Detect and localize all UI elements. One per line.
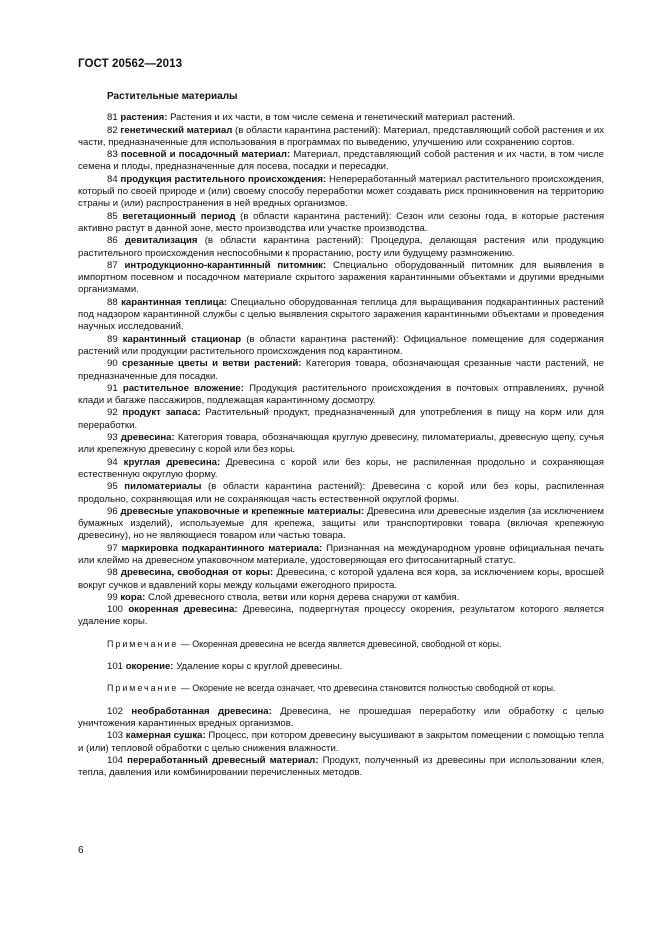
entry-number: 81 [107, 112, 118, 124]
term-entry-95 [78, 481, 604, 506]
entry-term: кора: [120, 591, 146, 603]
entry-number: 89 [107, 333, 118, 345]
term-entry-93 [78, 432, 604, 457]
term-entry-90 [78, 358, 604, 383]
entry-number: 103 [107, 730, 124, 742]
entry-term: древесина, свободная от коры: [120, 567, 274, 579]
entry-number: 85 [107, 210, 118, 222]
entry-text: Древесина или древесные изделия (за исключением бумажных изделий), используемые для крепежа, защиты или транспортировки товара (включая крепежную древесину), но не являющиеся товаром или частью товара. [78, 505, 604, 542]
term-entry-81 [78, 112, 604, 124]
entry-number: 92 [107, 407, 118, 419]
entry-text: (в области карантина растений): Древесина с корой или без коры, распиленная продольно, сохраняющая или не сохраняющая часть естественной округлой формы. [78, 481, 605, 505]
term-entry-101 [78, 661, 604, 673]
entry-term: карантинная теплица: [121, 296, 228, 308]
term-entry-89 [78, 334, 604, 359]
entry-number: 96 [107, 505, 118, 517]
note-dash: — [180, 683, 190, 694]
entry-text: Древесина с корой или без коры, не распиленная продольно и сохраняющая естественную округлую форму. [78, 456, 604, 480]
note-text: Окоренная древесина не всегда является древесиной, свободной от коры. [192, 638, 502, 649]
entry-term: круглая древесина: [123, 456, 221, 468]
entry-term: камерная сушка: [125, 730, 206, 742]
entry-term: продукция растительного происхождения: [120, 173, 327, 185]
note-2 [78, 682, 604, 694]
entry-text: Растительный продукт, предназначенный для употребления в пищу на корм или для переработки. [78, 407, 604, 431]
entries-list [78, 112, 604, 628]
term-entry-87 [78, 260, 604, 297]
entry-term: продукт запаса: [122, 407, 201, 419]
entry-term: растительное вложение: [122, 382, 244, 394]
entry-number: 97 [107, 542, 118, 554]
entries-list-tail [78, 706, 604, 780]
entry-text: Специально оборудованный питомник для выявления в импортном посевном и посадочном материале скрытого заражения карантинными объектами и другими вредными организмами. [78, 259, 605, 296]
term-entry-103 [78, 730, 604, 755]
note-1 [78, 638, 604, 650]
entry-term: посевной и посадочный материал: [120, 149, 291, 161]
section-title: Растительные материалы [107, 91, 238, 102]
term-entry-104 [78, 755, 604, 780]
page-number: 6 [78, 845, 84, 856]
entry-term: девитализация [124, 235, 198, 247]
entry-term: древесные упаковочные и крепежные материалы: [120, 505, 365, 517]
entry-text: (в области карантина растений): Материал, представляющий собой растения и их части, предназначенные для использования в программах по выведению, улучшению или сохранению сортов. [78, 124, 605, 148]
term-entry-96 [78, 506, 604, 543]
entry-number: 102 [107, 705, 124, 717]
entry-number: 86 [107, 235, 118, 247]
document-code: ГОСТ 20562—2013 [78, 58, 183, 70]
term-entry-84 [78, 174, 604, 211]
entry-text: Признанная на международном уровне официальная печать или клеймо на древесном упаковочном материале, удостоверяющая его фитосанитарный статус. [78, 542, 604, 566]
term-entry-94 [78, 457, 604, 482]
document-body [78, 91, 604, 779]
term-entry-98 [78, 567, 604, 592]
entry-number: 94 [107, 456, 118, 468]
entry-term: вегетационный период [122, 210, 236, 222]
entry-text: Специально оборудованная теплица для выращивания подкарантинных растений под надзором карантинной службы с целью выявления скрытого заражения карантинными объектами и проведения научных исследований. [78, 296, 605, 333]
term-entry-91 [78, 383, 604, 408]
entry-text: Древесина, не прошедшая переработку или обработку с целью уничтожения карантинных вредных организмов. [78, 705, 604, 729]
entry-number: 84 [107, 173, 118, 185]
entry-term: интродукционно-карантинный питомник: [124, 259, 327, 271]
entry-number: 98 [107, 567, 118, 579]
entry-term: растения: [120, 112, 168, 124]
entry-text: Слой древесного ствола, ветви или корня дерева снаружи от камбия. [147, 591, 460, 603]
entry-term: пиломатериалы [124, 481, 202, 493]
entry-term: срезанные цветы и ветви растений: [122, 358, 302, 370]
entry-term: необработанная древесина: [131, 705, 272, 717]
entry-text: Непереработанный материал растительного происхождения, который по своей природе и (или) своему способу переработки может создавать риск проникновения на территорию страны и (или) распространения в ней вредных организмов. [78, 173, 604, 210]
entry-number: 104 [107, 754, 124, 766]
entry-term: генетический материал [120, 124, 233, 136]
note-label: Примечание [107, 638, 179, 649]
entry-text: Удаление коры с круглой древесины. [176, 661, 343, 673]
entry-text: Категория товара, обозначающая круглую древесину, пиломатериалы, древесную щепу, сучья или крепежную древесину с корой или без коры. [78, 432, 604, 456]
entry-number: 93 [107, 432, 118, 444]
entry-term: маркировка подкарантинного материала: [121, 542, 323, 554]
entry-term: переработанный древесный материал: [127, 754, 319, 766]
term-entry-99 [78, 592, 604, 604]
term-entry-100 [78, 604, 604, 629]
entry-text: Древесина, подвергнутая процессу окорения, результатом которого является удаление коры. [78, 604, 604, 628]
entry-term: окоренная древесина: [128, 604, 238, 616]
entry-number: 95 [107, 481, 118, 493]
entry-text: (в области карантина растений): Процедура, делающая растения или продукцию растительного происхождения неспособными к прорастанию, росту или будущему размножению. [78, 235, 604, 259]
entry-term: карантинный стационар [122, 333, 242, 345]
note-label: Примечание [107, 683, 179, 694]
entry-text: (в области карантина растений): Официальное помещение для содержания растений или продукции растительного происхождения под карантином. [78, 333, 604, 357]
entry-text: Растения и их части, в том числе семена и генетический материал растений. [170, 112, 516, 124]
term-entry-86 [78, 235, 604, 260]
entry-text: (в области карантина растений): Сезон или сезоны года, в которые растения активно растут в данной зоне, место производства или участке производства. [78, 210, 605, 234]
term-entry-88 [78, 297, 604, 334]
note-text: Окорение не всегда означает, что древесина становится полностью свободной от коры. [192, 683, 556, 694]
term-entry-92 [78, 407, 604, 432]
term-entry-83 [78, 149, 604, 174]
entry-text: Древесина, с которой удалена вся кора, за исключением коры, вросшей вокруг сучков и вдавлений коры между кольцами ежегодного прироста. [78, 567, 605, 591]
entry-number: 100 [107, 604, 124, 616]
entry-number: 82 [107, 124, 118, 136]
entry-number: 99 [107, 591, 118, 603]
entry-number: 83 [107, 149, 118, 161]
entry-number: 90 [107, 358, 118, 370]
entry-text: Категория товара, обозначающая срезанные части растений, не предназначенные для посадки. [78, 358, 604, 382]
entry-text: Продукция растительного происхождения в почтовых отправлениях, ручной клади и багаже пассажиров, подлежащая карантинному досмотру. [78, 382, 604, 407]
entry-term: древесина: [120, 432, 175, 444]
term-entry-82 [78, 125, 604, 150]
term-entry-102 [78, 706, 604, 731]
entry-number: 101 [107, 661, 124, 673]
entry-number: 87 [107, 259, 118, 271]
entry-number: 91 [107, 382, 118, 394]
term-entry-85 [78, 211, 604, 236]
entry-term: окорение: [125, 661, 174, 673]
entry-number: 88 [107, 296, 118, 308]
entry-text: Материал, представляющий собой растения и их части, в том числе семена и плоды, предназначенные для посева, посадки и пересадки. [78, 149, 605, 173]
entry-text: Процесс, при котором древесину высушивают в закрытом помещении с помощью тепла и (или) тепловой обработки с целью снижения влажности. [78, 730, 604, 754]
note-dash: — [180, 638, 190, 649]
entry-text: Продукт, полученный из древесины при использовании клея, тепла, давления или комбинировании перечисленных методов. [78, 754, 605, 779]
term-entry-97 [78, 543, 604, 568]
